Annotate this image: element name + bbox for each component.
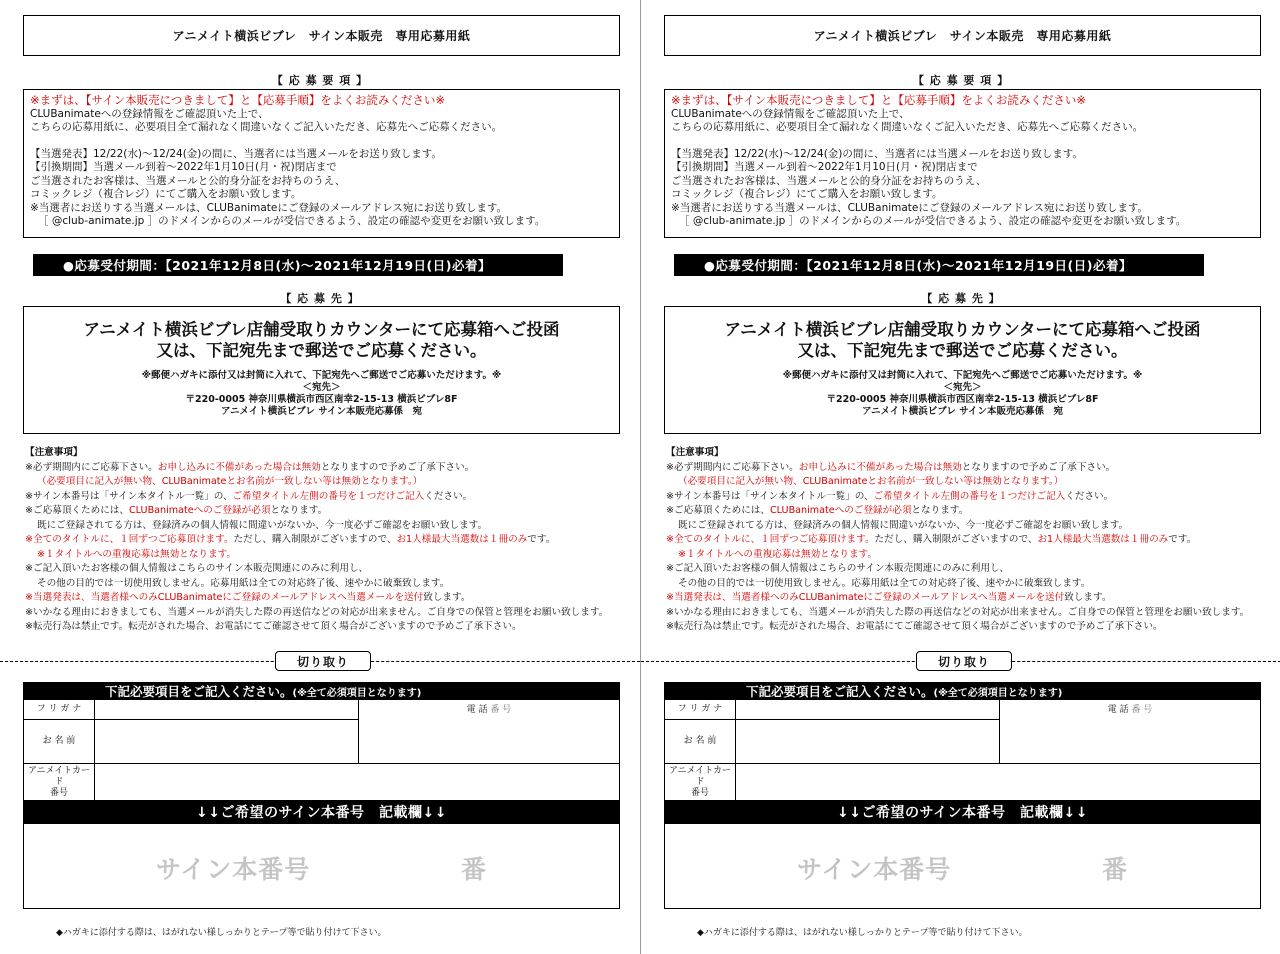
destination-main-line: アニメイト横浜ビブレ店舗受取りカウンターにて応募箱へご投函 [83,320,560,339]
furigana-field[interactable] [736,700,1000,720]
phone-field[interactable] [1000,720,1260,764]
note-line: ※転売行為は禁止です。転売がされた場合、お電話にてご確認させて頂く場合がございますので予めご了承下さい。 [666,621,1163,632]
note-line: ※ご応募頂くためには、CLUBanimateへのご登録が必須となります。 [666,505,969,516]
notes-heading: 【注意事項】 [666,447,724,458]
note-line: ※１タイトルへの重複応募は無効となります。 [37,548,236,560]
note-line: その他の目的では一切使用致しません。応募用紙は全ての対応終了後、速やかに破棄致します。 [37,577,450,589]
furigana-label: フ リ ガ ナ [665,700,736,720]
req-line: ※当選者にお送りする当選メールは、CLUBanimateにご登録のメールアドレス宛にお送り致します。 [30,201,508,214]
destination-heading: 【 応 募 先 】 [280,292,360,305]
note-line: ※サイン本番号は「サイン本タイトル一覧」の、ご希望タイトル左側の番号を１つだけご記入ください。 [666,490,1114,502]
req-line: 【当選発表】12/22(水)～12/24(金)の間に、当選者には当選メールをお送り致します。 [671,147,1083,160]
req-line: コミックレジ（複合レジ）にてご購入をお願い致します。 [30,188,302,200]
note-line: ※転売行為は禁止です。転売がされた場合、お電話にてご確認させて頂く場合がございますので予めご了承下さい。 [25,621,522,632]
address-label: ＜宛先＞ [302,382,341,393]
note-line: ※いかなる理由におきましても、当選メールが消失した際の再送信などの対応が出来ません。ご自身での保管と管理をお願い致します。 [25,606,609,618]
destination-main [665,319,1260,361]
note-line: ※全てのタイトルに、１回ずつご応募頂けます。ただし、購入制限がございますので、お1人様最大当選数は１冊のみです。 [25,534,556,545]
note-line: 既にご登録されてる方は、登録済みの個人情報に間違いがないか、今一度必ずご確認をお願い致します。 [37,519,488,531]
furigana-label: フ リ ガ ナ [24,700,95,720]
number-box[interactable] [664,823,1261,909]
cut-label: 切り取り [916,651,1012,671]
phone-label: 電 話 番 号 [1107,705,1153,715]
name-label: お 名 前 [24,720,95,764]
entry-grid [664,700,1261,801]
requirements-box [23,89,620,238]
number-label: サイン本番号 [797,855,952,884]
number-heading: ↓↓ご希望のサイン本番号 記載欄↓↓ [23,801,620,823]
note-line: ※１タイトルへの重複応募は無効となります。 [678,548,877,560]
destination-heading: 【 応 募 先 】 [921,292,1001,305]
destination-main-line: 又は、下記宛先まで郵送でご応募ください。 [797,341,1128,360]
destination-main-line: アニメイト横浜ビブレ店舗受取りカウンターにて応募箱へご投函 [724,320,1201,339]
requirements-box [664,89,1261,238]
req-line: コミックレジ（複合レジ）にてご購入をお願い致します。 [671,188,943,200]
card-label: アニメイトカード 番号 [665,764,736,801]
note-line: （必要項目に記入が無い物、CLUBanimateとお名前が一致しない等は無効となります。） [678,476,1064,487]
destination-box [664,306,1261,434]
note-line: ※ご応募頂くためには、CLUBanimateへのご登録が必須となります。 [25,505,328,516]
req-line: ご当選されたお客様は、当選メールと公的身分証をお持ちのうえ、 [671,174,987,187]
number-box[interactable] [23,823,620,909]
name-field[interactable] [95,720,359,764]
footer-note: ◆ハガキに添付する際は、はがれない様しっかりとテープ等で貼り付けて下さい。 [56,928,387,938]
address-label: ＜宛先＞ [943,382,982,393]
form-title: アニメイト横浜ビブレ サイン本販売 専用応募用紙 [664,15,1261,56]
note-line: ※いかなる理由におきましても、当選メールが消失した際の再送信などの対応が出来ません。ご自身での保管と管理をお願い致します。 [666,606,1250,618]
postal-address: 〒220-0005 神奈川県横浜市西区南幸2-15-13 横浜ビブレ8F [185,394,458,405]
requirements-heading: 【 応 募 要 項 】 [912,74,1010,87]
destination-box [23,306,620,434]
postal-address: 〒220-0005 神奈川県横浜市西区南幸2-15-13 横浜ビブレ8F [826,394,1099,405]
note-line: （必要項目に記入が無い物、CLUBanimateとお名前が一致しない等は無効となります。） [37,476,423,487]
name-label: お 名 前 [665,720,736,764]
destination-note: ※郵便ハガキに添付又は封筒に入れて、下記宛先へご郵送でご応募いただけます。※ [782,370,1143,381]
note-line: ※ご記入頂いたお客様の個人情報はこちらのサイン本販売関連にのみに利用し、 [25,563,369,574]
phone-label: 電 話 番 号 [466,705,512,715]
req-line: 【引換期間】当選メール到着～2022年1月10日(月・祝)閉店まで [30,161,337,173]
note-line: その他の目的では一切使用致しません。応募用紙は全ての対応終了後、速やかに破棄致します。 [678,577,1091,589]
application-period: ●応募受付期間：【2021年12月8日(水)～2021年12月19日(日)必着】 [33,254,563,276]
req-line: ［ @club-animate.jp ］のドメインからのメールが受信できるよう、設定の確認や変更をお願い致します。 [38,215,546,227]
destination-main-line: 又は、下記宛先まで郵送でご応募ください。 [156,341,487,360]
application-period: ●応募受付期間：【2021年12月8日(水)～2021年12月19日(日)必着】 [674,254,1204,276]
req-line: こちらの応募用紙に、必要項目全て漏れなく間違いなくご記入いただき、応募先へご応募ください。 [30,121,503,133]
furigana-field[interactable] [95,700,359,720]
footer-note: ◆ハガキに添付する際は、はがれない様しっかりとテープ等で貼り付けて下さい。 [697,928,1028,938]
requirements-warning: ※まずは、【サイン本販売につきまして】と【応募手順】をよくお読みください※ [30,93,445,107]
req-line: ※当選者にお送りする当選メールは、CLUBanimateにご登録のメールアドレス宛にお送り致します。 [671,201,1149,214]
destination-main [24,319,619,361]
destination-note: ※郵便ハガキに添付又は封筒に入れて、下記宛先へご郵送でご応募いただけます。※ [141,370,502,381]
req-line: CLUBanimateへの登録情報をご確認頂いた上で、 [671,107,910,120]
requirements-heading: 【 応 募 要 項 】 [271,74,369,87]
form-heading: 下記必要項目をご記入ください。 (※全て必須項目となります) [23,682,620,700]
number-heading: ↓↓ご希望のサイン本番号 記載欄↓↓ [664,801,1261,823]
note-line: 既にご登録されてる方は、登録済みの個人情報に間違いがないか、今一度必ずご確認をお願い致します。 [678,519,1129,531]
note-line: ※当選発表は、当選者様へのみCLUBanimateにご登録のメールアドレスへ当選メールを送付致します。 [666,592,1112,603]
number-suffix: 番 [461,855,487,884]
note-line: ※サイン本番号は「サイン本タイトル一覧」の、ご希望タイトル左側の番号を１つだけご記入ください。 [25,490,473,502]
number-label: サイン本番号 [156,855,311,884]
notes-section [666,446,1271,635]
phone-field[interactable] [359,720,619,764]
application-form-right [640,0,1280,954]
form-title: アニメイト横浜ビブレ サイン本販売 専用応募用紙 [23,15,620,56]
card-label: アニメイトカード 番号 [24,764,95,801]
recipient: アニメイト横浜ビブレ サイン本販売応募係 宛 [861,406,1064,417]
recipient: アニメイト横浜ビブレ サイン本販売応募係 宛 [220,406,423,417]
req-line: CLUBanimateへの登録情報をご確認頂いた上で、 [30,107,269,120]
note-line: ※必ず期間内にご応募下さい。お申し込みに不備があった場合は無効となりますので予めご了承下さい。 [25,461,475,473]
form-heading: 下記必要項目をご記入ください。 (※全て必須項目となります) [664,682,1261,700]
cut-label: 切り取り [275,651,371,671]
requirements-warning: ※まずは、【サイン本販売につきまして】と【応募手順】をよくお読みください※ [671,93,1086,107]
req-line: ［ @club-animate.jp ］のドメインからのメールが受信できるよう、設定の確認や変更をお願い致します。 [679,215,1187,227]
note-line: ※当選発表は、当選者様へのみCLUBanimateにご登録のメールアドレスへ当選メールを送付致します。 [25,592,471,603]
card-number-field[interactable] [736,764,1260,801]
req-line: 【引換期間】当選メール到着～2022年1月10日(月・祝)閉店まで [671,161,978,173]
name-field[interactable] [736,720,1000,764]
number-suffix: 番 [1102,855,1128,884]
req-line: ご当選されたお客様は、当選メールと公的身分証をお持ちのうえ、 [30,174,346,187]
card-number-field[interactable] [95,764,619,801]
note-line: ※全てのタイトルに、１回ずつご応募頂けます。ただし、購入制限がございますので、お1人様最大当選数は１冊のみです。 [666,534,1197,545]
note-line: ※ご記入頂いたお客様の個人情報はこちらのサイン本販売関連にのみに利用し、 [666,563,1010,574]
note-line: ※必ず期間内にご応募下さい。お申し込みに不備があった場合は無効となりますので予めご了承下さい。 [666,461,1116,473]
notes-section [25,446,630,635]
req-line: 【当選発表】12/22(水)～12/24(金)の間に、当選者には当選メールをお送り致します。 [30,147,442,160]
entry-grid [23,700,620,801]
req-line: こちらの応募用紙に、必要項目全て漏れなく間違いなくご記入いただき、応募先へご応募ください。 [671,121,1144,133]
notes-heading: 【注意事項】 [25,447,83,458]
